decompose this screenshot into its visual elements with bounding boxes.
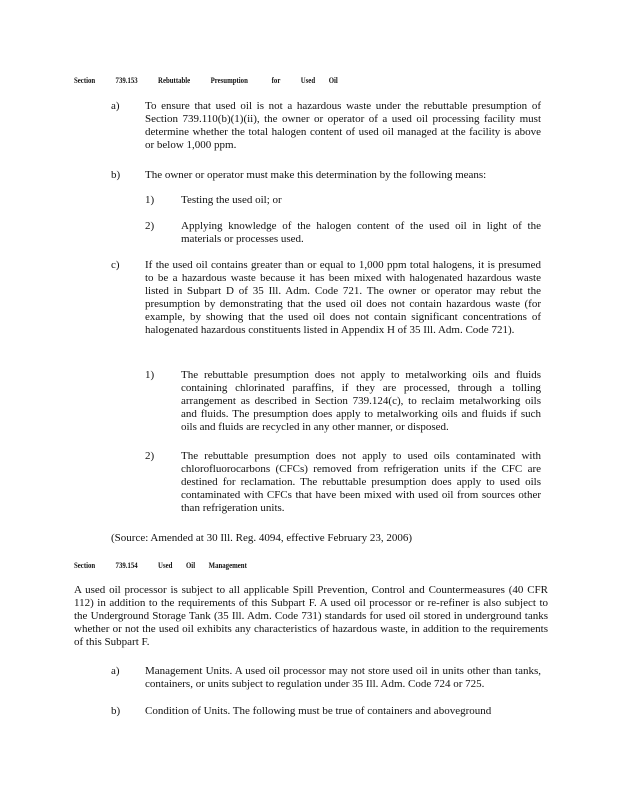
section-154-heading xyxy=(74,561,266,570)
item-label: 1) xyxy=(145,194,155,206)
subsection-text: To ensure that used oil is not a hazardous waste under the rebuttable presumption of Section 739.110(b)(1)(ii), the owner or operator of a used oil processing facility must determine whether the total halogen content of used oil managed at the facility is above or below 1,000 ppm. xyxy=(145,100,541,151)
section-label: Section xyxy=(74,76,96,85)
item-label: 1) xyxy=(145,369,155,381)
subsection-label: b) xyxy=(111,705,121,717)
subsection-text: Condition of Units. The following must be true of containers and aboveground xyxy=(145,705,492,717)
section-code: 739.153 xyxy=(115,76,138,85)
section-title-word: Management xyxy=(208,561,247,570)
section-title-word: for xyxy=(271,76,281,85)
subsection-text: If the used oil contains greater than or equal to 1,000 ppm total halogens, it is presumed to be a hazardous waste because it has been mixed with halogenated hazardous waste listed in Subpart D of 35 Ill. Adm. Code 721. The owner or operator may rebut the presumption by demonstrating that the used oil does not contain hazardous waste (for example, by showing that the used oil does not contain significant concentrations of halogenated hazardous constituents listed in Appendix H of 35 Ill. Adm. Code 721). xyxy=(145,259,541,336)
section-title-word: Presumption xyxy=(210,76,248,85)
subsection-label: a) xyxy=(111,100,120,112)
subsection-label: c) xyxy=(111,259,120,271)
section-title-word: Used xyxy=(158,561,173,570)
section-label: Section xyxy=(74,561,96,570)
section-153-heading xyxy=(74,76,356,85)
subsection-text: Management Units. A used oil processor may not store used oil in units other than tanks, containers, or units subject to regulation under 35 Ill. Adm. Code 724 or 725. xyxy=(145,665,541,690)
section-title-word: Oil xyxy=(186,561,196,570)
source-note: (Source: Amended at 30 Ill. Reg. 4094, effective February 23, 2006) xyxy=(111,532,412,544)
item-text: Testing the used oil; or xyxy=(181,194,282,206)
subsection-text: The owner or operator must make this determination by the following means: xyxy=(145,169,487,181)
item-label: 2) xyxy=(145,450,155,462)
section-code: 739.154 xyxy=(115,561,138,570)
subsection-label: b) xyxy=(111,169,121,181)
item-label: 2) xyxy=(145,220,155,232)
item-text: The rebuttable presumption does not apply to used oils contaminated with chlorofluorocarbons (CFCs) removed from refrigeration units if the CFC are destined for reclamation. The rebuttable presumption does apply to used oils contaminated with CFCs that have been mixed with used oil from sources other than refrigeration units. xyxy=(181,450,541,514)
section-title-word: Rebuttable xyxy=(158,76,191,85)
section-intro-paragraph: A used oil processor is subject to all applicable Spill Prevention, Control and Countermeasures (40 CFR 112) in addition to the requirements of this Subpart F. A used oil processor or re-refiner is also subject to the Underground Storage Tank (35 Ill. Adm. Code 731) standards for used oil stored in underground tanks whether or not the used oil exhibits any characteristics of hazardous waste, in addition to the requirements of this Subpart F. xyxy=(74,584,548,648)
item-text: Applying knowledge of the halogen content of the used oil in light of the materials or processes used. xyxy=(181,220,541,245)
section-title-word: Used xyxy=(300,76,316,85)
section-title-word: Oil xyxy=(328,76,338,85)
item-text: The rebuttable presumption does not apply to metalworking oils and fluids containing chlorinated paraffins, if they are processed, through a tolling arrangement as described in Section 739.124(c), to reclaim metalworking oils and fluids. The presumption does apply to metalworking oils and fluids if such oils and fluids are recycled in any other manner, or disposed. xyxy=(181,369,541,433)
subsection-label: a) xyxy=(111,665,120,677)
